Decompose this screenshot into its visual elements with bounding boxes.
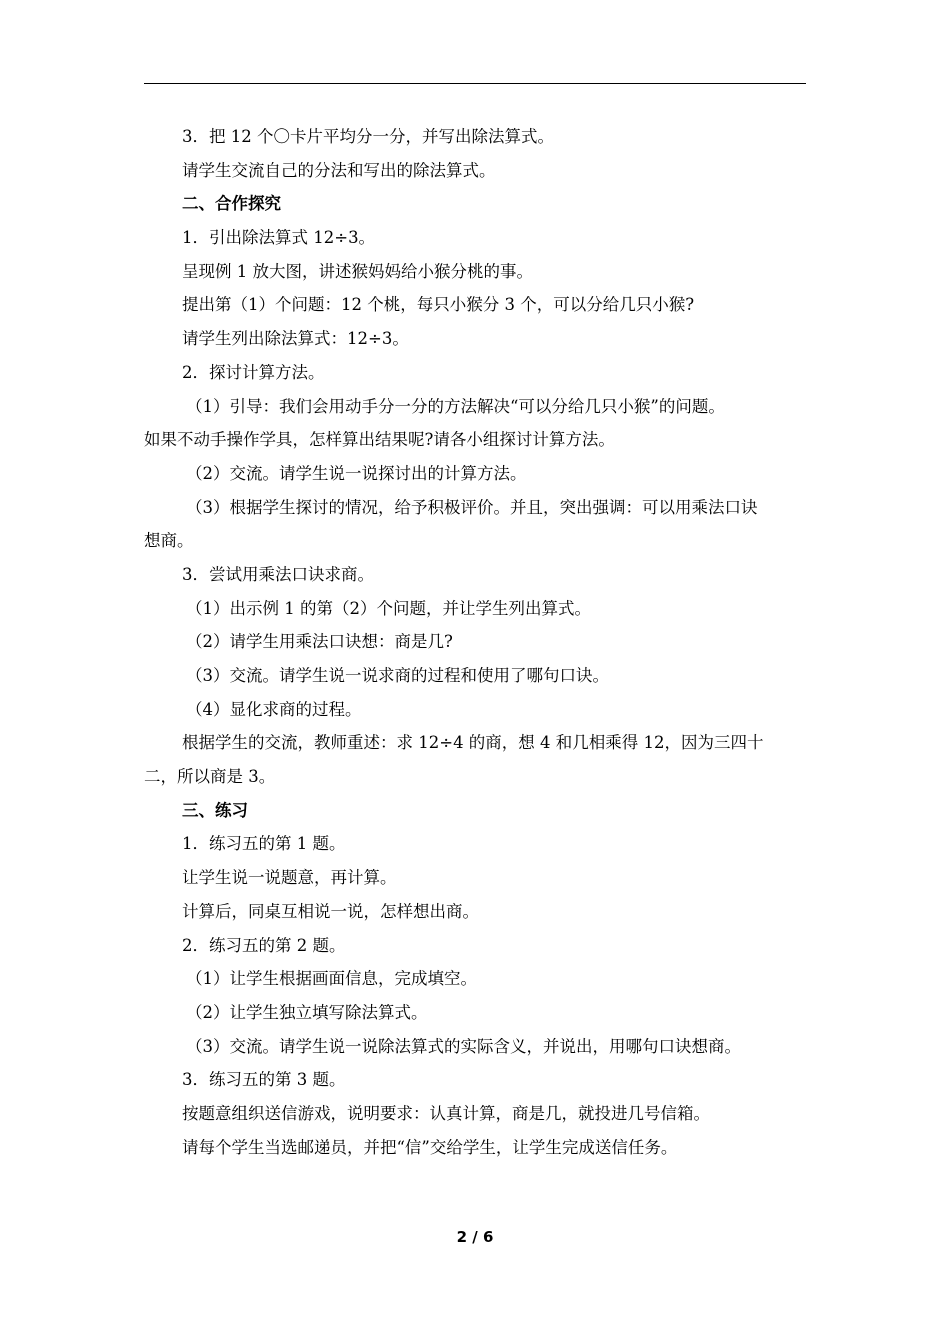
text-line: （2）请学生用乘法口诀想：商是几? — [186, 632, 453, 652]
text-line: 2．练习五的第 2 题。 — [182, 935, 346, 955]
text-line: 按题意组织送信游戏，说明要求：认真计算，商是几，就投进几号信箱。 — [182, 1103, 710, 1123]
text-line: 1．引出除法算式 12÷3。 — [182, 228, 376, 248]
text-line: 3．练习五的第 3 题。 — [182, 1070, 346, 1090]
text-line: （3）交流。请学生说一说除法算式的实际含义，并说出，用哪句口诀想商。 — [186, 1036, 741, 1056]
section-heading: 二、合作探究 — [182, 194, 281, 214]
text-line: （2）交流。请学生说一说探讨出的计算方法。 — [186, 463, 527, 483]
text-line: 呈现例 1 放大图，讲述猴妈妈给小猴分桃的事。 — [182, 261, 533, 281]
text-line: 提出第（1）个问题：12 个桃，每只小猴分 3 个，可以分给几只小猴? — [182, 295, 695, 315]
page-number: 2 / 6 — [456, 1228, 494, 1246]
section-heading: 三、练习 — [182, 800, 248, 820]
text-line: （3）根据学生探讨的情况，给予积极评价。并且，突出强调：可以用乘法口诀 — [186, 497, 758, 517]
text-line: （1）出示例 1 的第（2）个问题，并让学生列出算式。 — [186, 598, 591, 618]
text-line: 如果不动手操作学具，怎样算出结果呢?请各小组探讨计算方法。 — [144, 430, 615, 450]
header-rule — [144, 83, 806, 84]
text-line: 2．探讨计算方法。 — [182, 362, 325, 382]
text-line: 1．练习五的第 1 题。 — [182, 834, 346, 854]
text-line: 请学生交流自己的分法和写出的除法算式。 — [182, 160, 496, 180]
text-line: （4）显化求商的过程。 — [186, 699, 362, 719]
text-line: （3）交流。请学生说一说求商的过程和使用了哪句口诀。 — [186, 666, 609, 685]
text-line: （1）引导：我们会用动手分一分的方法解决“可以分给几只小猴”的问题。 — [186, 396, 725, 416]
text-line: （1）让学生根据画面信息，完成填空。 — [186, 969, 477, 989]
text-line: 计算后，同桌互相说一说，怎样想出商。 — [182, 901, 479, 921]
text-line: 想商。 — [144, 531, 194, 551]
text-line: 3．尝试用乘法口诀求商。 — [182, 564, 374, 584]
text-line: 根据学生的交流，教师重述：求 12÷4 的商，想 4 和几相乘得 12，因为三四十 — [182, 733, 764, 753]
text-line: 请学生列出除法算式：12÷3。 — [182, 329, 409, 349]
text-line: （2）让学生独立填写除法算式。 — [186, 1002, 428, 1022]
document-body — [144, 120, 806, 1164]
text-line: 请每个学生当选邮递员，并把“信”交给学生，让学生完成送信任务。 — [182, 1137, 678, 1157]
text-line: 二，所以商是 3。 — [144, 767, 276, 787]
text-line: 让学生说一说题意，再计算。 — [182, 868, 397, 888]
text-line: 3．把 12 个〇卡片平均分一分，并写出除法算式。 — [182, 127, 554, 146]
